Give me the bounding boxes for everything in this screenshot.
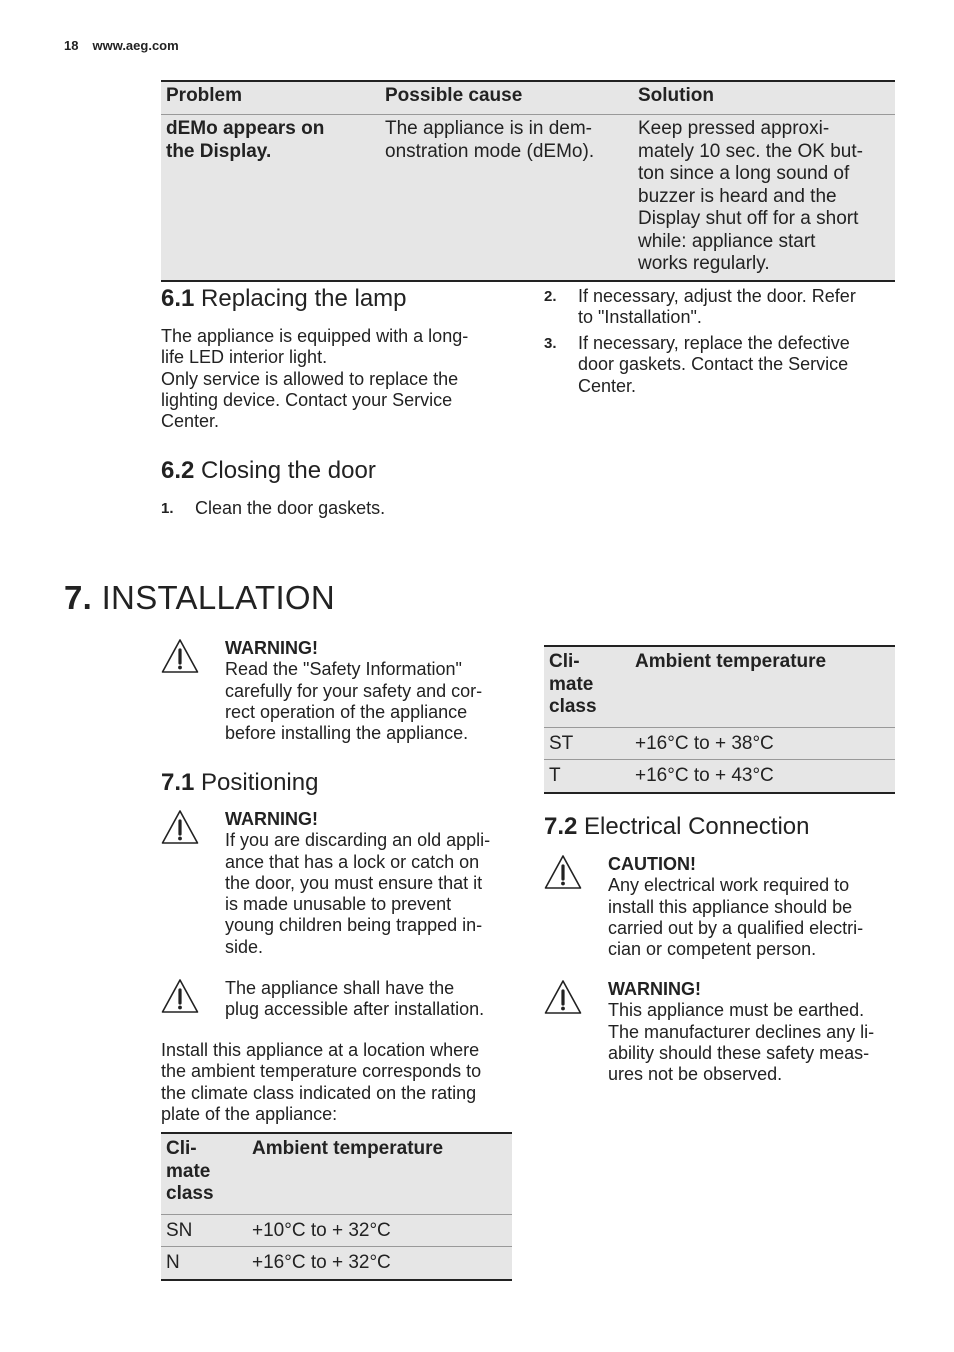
header-solution: Solution — [633, 81, 895, 115]
list-item: 1. Clean the door gaskets. — [161, 498, 386, 518]
warning-triangle-icon — [161, 638, 225, 744]
warning-earthing: WARNING! This appliance must be earthed. The manufacturer declines any li- ability should these safety meas- ures not be observed. — [544, 979, 896, 1085]
warning-safety-information: WARNING! Read the "Safety Information" carefully for your safety and cor- rect operation of the appliance before installing the appliance. — [161, 638, 513, 744]
step-number: 1. — [161, 500, 174, 517]
page-header — [64, 38, 179, 53]
warning-triangle-icon — [161, 809, 225, 958]
page-number: 18 — [64, 38, 79, 53]
warning-title: WARNING! — [608, 979, 701, 999]
website-link[interactable]: www.aeg.com — [92, 38, 179, 53]
warning-triangle-icon — [161, 978, 225, 1021]
table-row: ST +16°C to + 38°C — [544, 727, 895, 760]
chapter-title-installation: 7. INSTALLATION — [64, 579, 336, 616]
climate-class-table-1 — [161, 1132, 512, 1281]
section-title-7-2: 7.2 Electrical Connection — [544, 813, 810, 840]
caution-title: CAUTION! — [608, 854, 696, 874]
climate-class-table-2 — [544, 645, 895, 794]
header-climate-class: Cli- mate class — [161, 1133, 247, 1214]
header-ambient-temperature: Ambient temperature — [247, 1133, 512, 1214]
warning-triangle-icon — [544, 854, 608, 960]
warning-title: WARNING! — [225, 809, 318, 829]
cell-problem: dEMo appears on the Display. — [161, 115, 380, 281]
warning-child-safety: WARNING! If you are discarding an old appli- ance that has a lock or catch on the door, you must ensure that it is made unusable to prevent young children being trapped in- side. — [161, 809, 513, 958]
header-possible-cause: Possible cause — [380, 81, 633, 115]
troubleshooting-table — [161, 80, 895, 282]
warning-title: WARNING! — [225, 638, 318, 658]
table-row: SN +10°C to + 32°C — [161, 1214, 512, 1247]
header-problem: Problem — [161, 81, 380, 115]
list-item: 3. If necessary, replace the defective door gaskets. Contact the Service Center. — [544, 333, 850, 396]
warning-triangle-icon — [544, 979, 608, 1085]
table-row: N +16°C to + 32°C — [161, 1247, 512, 1280]
header-climate-class: Cli- mate class — [544, 646, 630, 727]
header-ambient-temperature: Ambient temperature — [630, 646, 895, 727]
step-number: 2. — [544, 288, 557, 305]
table-row: T +16°C to + 43°C — [544, 760, 895, 793]
section-title-6-2: 6.2 Closing the door — [161, 457, 376, 484]
cell-solution: Keep pressed approxi- mately 10 sec. the OK but- ton since a long sound of buzzer is heard and the Display shut off for a short while: appliance start works regularly. — [633, 115, 895, 281]
caution-electrical-work: CAUTION! Any electrical work required to install this appliance should be carried out by a qualified electri- cian or competent person. — [544, 854, 896, 960]
note-plug-accessible: The appliance shall have the plug accessible after installation. — [161, 978, 513, 1021]
section-title-7-1: 7.1 Positioning — [161, 769, 319, 796]
positioning-paragraph: Install this appliance at a location where the ambient temperature corresponds to the climate class indicated on the rating plate of the appliance: — [161, 1040, 482, 1124]
section-title-6-1: 6.1 Replacing the lamp — [161, 285, 407, 312]
table-row — [161, 115, 895, 281]
list-item: 2. If necessary, adjust the door. Refer to "Installation". — [544, 286, 856, 328]
lamp-paragraph: The appliance is equipped with a long- life LED interior light. Only service is allowed to replace the lighting device. Contact your Service Center. — [161, 326, 469, 432]
cell-cause: The appliance is in dem- onstration mode (dEMo). — [380, 115, 633, 281]
step-number: 3. — [544, 335, 557, 352]
